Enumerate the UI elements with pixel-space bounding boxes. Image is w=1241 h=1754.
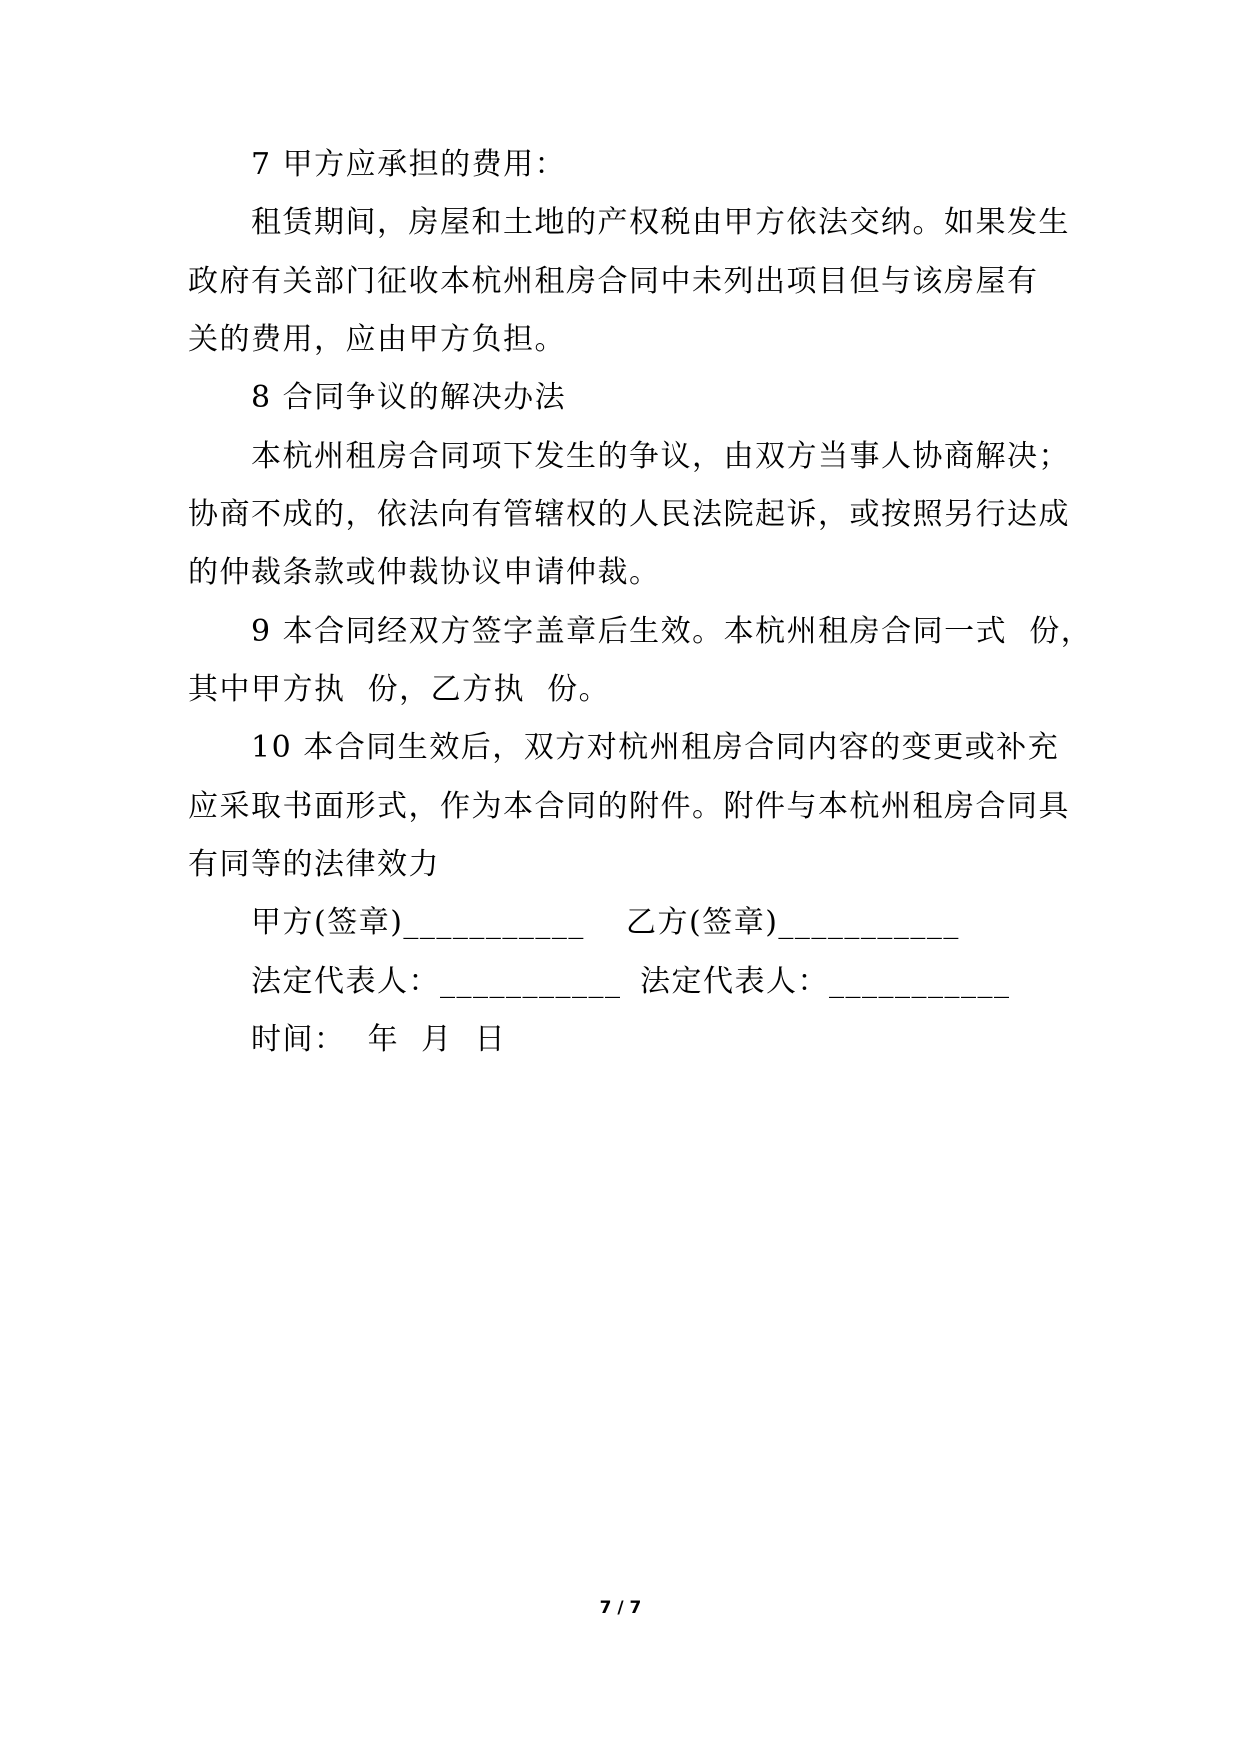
- clause-8-text-line-2: 协商不成的，依法向有管辖权的人民法院起诉，或按照另行达成: [188, 497, 1070, 532]
- clause-8-text-line-3: 的仲裁条款或仲裁协议申请仲裁。: [188, 555, 661, 590]
- party-b-signature: 乙方(签章)___________: [626, 905, 960, 940]
- clause-9-text-line-2: 其中甲方执 份，乙方执 份。: [188, 672, 611, 707]
- clause-8-heading: 8 合同争议的解决办法: [251, 380, 567, 415]
- clause-7-text-line-1: 租赁期间，房屋和土地的产权税由甲方依法交纳。如果发生: [251, 205, 1070, 240]
- party-b-representative: 法定代表人：___________: [640, 964, 1011, 999]
- clause-7-heading: 7 甲方应承担的费用：: [251, 147, 567, 182]
- clause-10-text-line-1: 10 本合同生效后，双方对杭州租房合同内容的变更或补充: [251, 730, 1060, 765]
- party-a-signature: 甲方(签章)___________: [251, 905, 585, 940]
- page-number: 7 / 7: [599, 1598, 642, 1618]
- clause-10-text-line-3: 有同等的法律效力: [188, 847, 440, 882]
- clause-9-text-line-1: 9 本合同经双方签字盖章后生效。本杭州租房合同一式 份，: [251, 614, 1093, 649]
- clause-8-text-line-1: 本杭州租房合同项下发生的争议，由双方当事人协商解决；: [251, 439, 1070, 474]
- clause-7-text-line-2: 政府有关部门征收本杭州租房合同中未列出项目但与该房屋有: [188, 264, 1039, 299]
- party-a-representative: 法定代表人：___________: [251, 964, 622, 999]
- signing-date: 时间： 年 月 日: [251, 1022, 507, 1057]
- clause-10-text-line-2: 应采取书面形式，作为本合同的附件。附件与本杭州租房合同具: [188, 789, 1070, 824]
- clause-7-text-line-3: 关的费用，应由甲方负担。: [188, 322, 566, 357]
